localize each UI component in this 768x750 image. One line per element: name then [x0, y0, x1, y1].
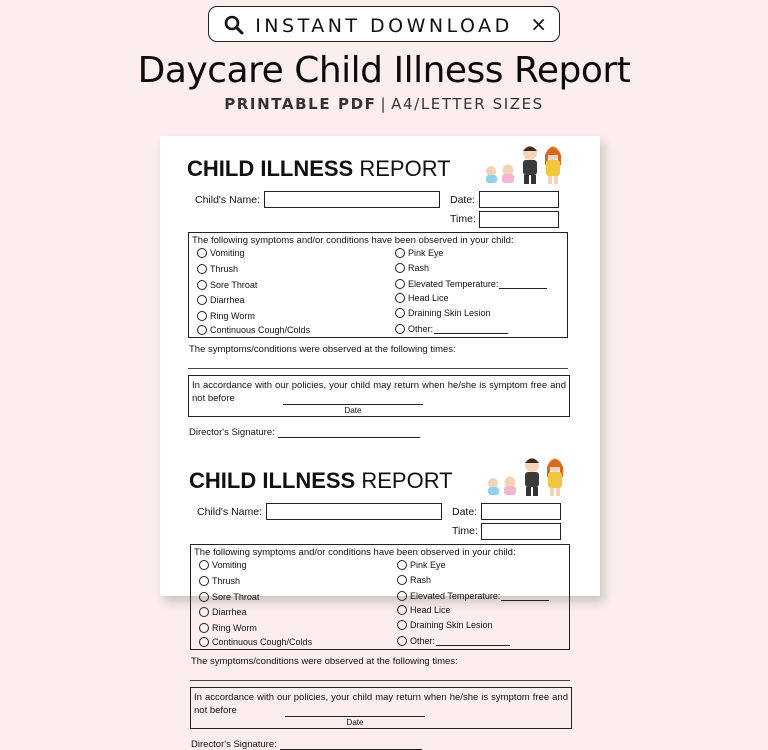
symptom-option[interactable]	[199, 623, 257, 633]
banner-text: INSTANT DOWNLOAD	[255, 15, 513, 37]
radio-circle-icon[interactable]	[197, 264, 207, 274]
observed-times-label: The symptoms/conditions were observed at the following times:	[189, 344, 456, 355]
radio-circle-icon[interactable]	[197, 325, 207, 335]
radio-circle-icon[interactable]	[397, 605, 407, 615]
symptom-label: Sore Throat	[212, 592, 260, 602]
radio-circle-icon[interactable]	[197, 295, 207, 305]
return-date-line[interactable]	[285, 716, 425, 717]
symptom-label: Continuous Cough/Colds	[212, 637, 313, 647]
date-field[interactable]	[481, 503, 561, 520]
radio-circle-icon[interactable]	[395, 308, 405, 318]
symptom-label: Head Lice	[408, 293, 449, 303]
symptom-option[interactable]	[199, 560, 247, 570]
radio-circle-icon[interactable]	[395, 263, 405, 273]
printable-sheet	[160, 136, 600, 750]
time-label: Time:	[450, 213, 476, 225]
children-illustration-icon	[482, 140, 570, 186]
symptom-option[interactable]	[397, 636, 510, 646]
temperature-blank[interactable]	[499, 280, 547, 289]
radio-circle-icon[interactable]	[395, 324, 405, 334]
radio-circle-icon[interactable]	[197, 248, 207, 258]
radio-circle-icon[interactable]	[199, 637, 209, 647]
radio-circle-icon[interactable]	[199, 623, 209, 633]
child-name-field[interactable]	[266, 503, 442, 520]
time-field[interactable]	[481, 523, 561, 540]
symptom-option[interactable]	[397, 605, 451, 615]
other-blank[interactable]	[434, 325, 508, 334]
observed-times-line[interactable]	[188, 368, 568, 369]
instant-download-banner	[208, 6, 560, 42]
symptom-label: Draining Skin Lesion	[408, 308, 491, 318]
sizes-label: A4/LETTER SIZES	[391, 95, 544, 113]
radio-circle-icon[interactable]	[395, 248, 405, 258]
report-title-rest: REPORT	[353, 156, 451, 181]
symptom-option[interactable]	[197, 295, 245, 305]
other-blank[interactable]	[436, 637, 510, 646]
radio-circle-icon[interactable]	[199, 607, 209, 617]
director-signature-line[interactable]	[278, 437, 420, 438]
report-title-bold: CHILD ILLNESS	[187, 156, 354, 181]
date-field[interactable]	[479, 191, 559, 208]
radio-circle-icon[interactable]	[199, 592, 209, 602]
symptoms-heading: The following symptoms and/or conditions have been observed in your child:	[194, 547, 516, 558]
report-title	[189, 468, 453, 494]
symptom-option[interactable]	[199, 576, 240, 586]
symptom-option[interactable]	[395, 279, 547, 289]
subtitle-separator: |	[380, 95, 388, 113]
symptom-label: Ring Worm	[210, 311, 255, 321]
symptoms-checklist	[188, 232, 568, 338]
return-policy-text: In accordance with our policies, your child may return when he/she is symptom free and not before	[194, 692, 568, 716]
radio-circle-icon[interactable]	[397, 591, 407, 601]
radio-circle-icon[interactable]	[197, 311, 207, 321]
symptom-label: Draining Skin Lesion	[410, 620, 493, 630]
symptom-label: Other:	[410, 636, 436, 646]
symptom-label: Other:	[408, 324, 434, 334]
temperature-blank[interactable]	[501, 592, 549, 601]
radio-circle-icon[interactable]	[397, 620, 407, 630]
symptom-label: Diarrhea	[210, 295, 245, 305]
close-icon[interactable]: ×	[530, 12, 547, 36]
child-name-label: Child's Name:	[195, 194, 261, 206]
date-label: Date:	[450, 194, 476, 206]
symptom-option[interactable]	[199, 592, 259, 602]
symptom-label: Head Lice	[410, 605, 451, 615]
symptom-label: Vomiting	[212, 560, 247, 570]
child-name-label: Child's Name:	[197, 506, 263, 518]
observed-times-line[interactable]	[190, 680, 570, 681]
symptom-label: Rash	[408, 263, 430, 273]
time-field[interactable]	[479, 211, 559, 228]
radio-circle-icon[interactable]	[395, 279, 405, 289]
symptom-label: Elevated Temperature:	[410, 591, 501, 601]
symptom-option[interactable]	[395, 263, 429, 273]
symptoms-heading: The following symptoms and/or conditions have been observed in your child:	[192, 235, 514, 246]
radio-circle-icon[interactable]	[199, 560, 209, 570]
return-policy-box	[190, 687, 572, 729]
return-date-line[interactable]	[283, 404, 423, 405]
symptom-option[interactable]	[395, 324, 508, 334]
radio-circle-icon[interactable]	[397, 575, 407, 585]
radio-circle-icon[interactable]	[395, 293, 405, 303]
symptom-option[interactable]	[395, 293, 449, 303]
radio-circle-icon[interactable]	[397, 560, 407, 570]
symptom-option[interactable]	[197, 311, 255, 321]
report-title-bold: CHILD ILLNESS	[189, 468, 356, 493]
format-label: PRINTABLE PDF	[224, 95, 377, 113]
symptom-option[interactable]	[199, 637, 312, 647]
symptoms-checklist	[190, 544, 570, 650]
symptom-label: Thrush	[212, 576, 241, 586]
symptom-label: Pink Eye	[408, 248, 444, 258]
symptom-option[interactable]	[395, 308, 491, 318]
report-title	[187, 156, 451, 182]
symptom-label: Vomiting	[210, 248, 245, 258]
symptom-option[interactable]	[397, 560, 446, 570]
symptom-option[interactable]	[197, 264, 238, 274]
symptom-label: Elevated Temperature:	[408, 279, 499, 289]
observed-times-label: The symptoms/conditions were observed at the following times:	[191, 656, 458, 667]
return-policy-box	[188, 375, 570, 417]
return-date-caption: Date	[346, 718, 364, 727]
symptom-option[interactable]	[199, 607, 247, 617]
date-label: Date:	[452, 506, 478, 518]
symptom-label: Sore Throat	[210, 280, 258, 290]
symptom-label: Continuous Cough/Colds	[210, 325, 311, 335]
symptom-option[interactable]	[395, 248, 444, 258]
symptom-label: Ring Worm	[212, 623, 257, 633]
symptom-option[interactable]	[197, 280, 257, 290]
symptom-option[interactable]	[197, 325, 310, 335]
director-signature-label: Director's Signature:	[191, 739, 277, 750]
child-name-field[interactable]	[264, 191, 440, 208]
report-title-rest: REPORT	[355, 468, 453, 493]
time-label: Time:	[452, 525, 478, 537]
symptom-option[interactable]	[197, 248, 245, 258]
return-policy-text: In accordance with our policies, your child may return when he/she is symptom free and not before	[192, 380, 566, 404]
radio-circle-icon[interactable]	[397, 636, 407, 646]
page-title: Daycare Child Illness Report	[137, 50, 631, 91]
symptom-option[interactable]	[397, 575, 431, 585]
radio-circle-icon[interactable]	[199, 576, 209, 586]
return-date-caption: Date	[344, 406, 362, 415]
radio-circle-icon[interactable]	[197, 280, 207, 290]
symptom-option[interactable]	[397, 620, 493, 630]
symptom-label: Thrush	[210, 264, 239, 274]
symptom-label: Diarrhea	[212, 607, 247, 617]
symptom-label: Rash	[410, 575, 432, 585]
director-signature-label: Director's Signature:	[189, 427, 275, 438]
symptom-label: Pink Eye	[410, 560, 446, 570]
page-subtitle	[0, 95, 768, 113]
children-illustration-icon	[484, 452, 572, 498]
symptom-option[interactable]	[397, 591, 549, 601]
